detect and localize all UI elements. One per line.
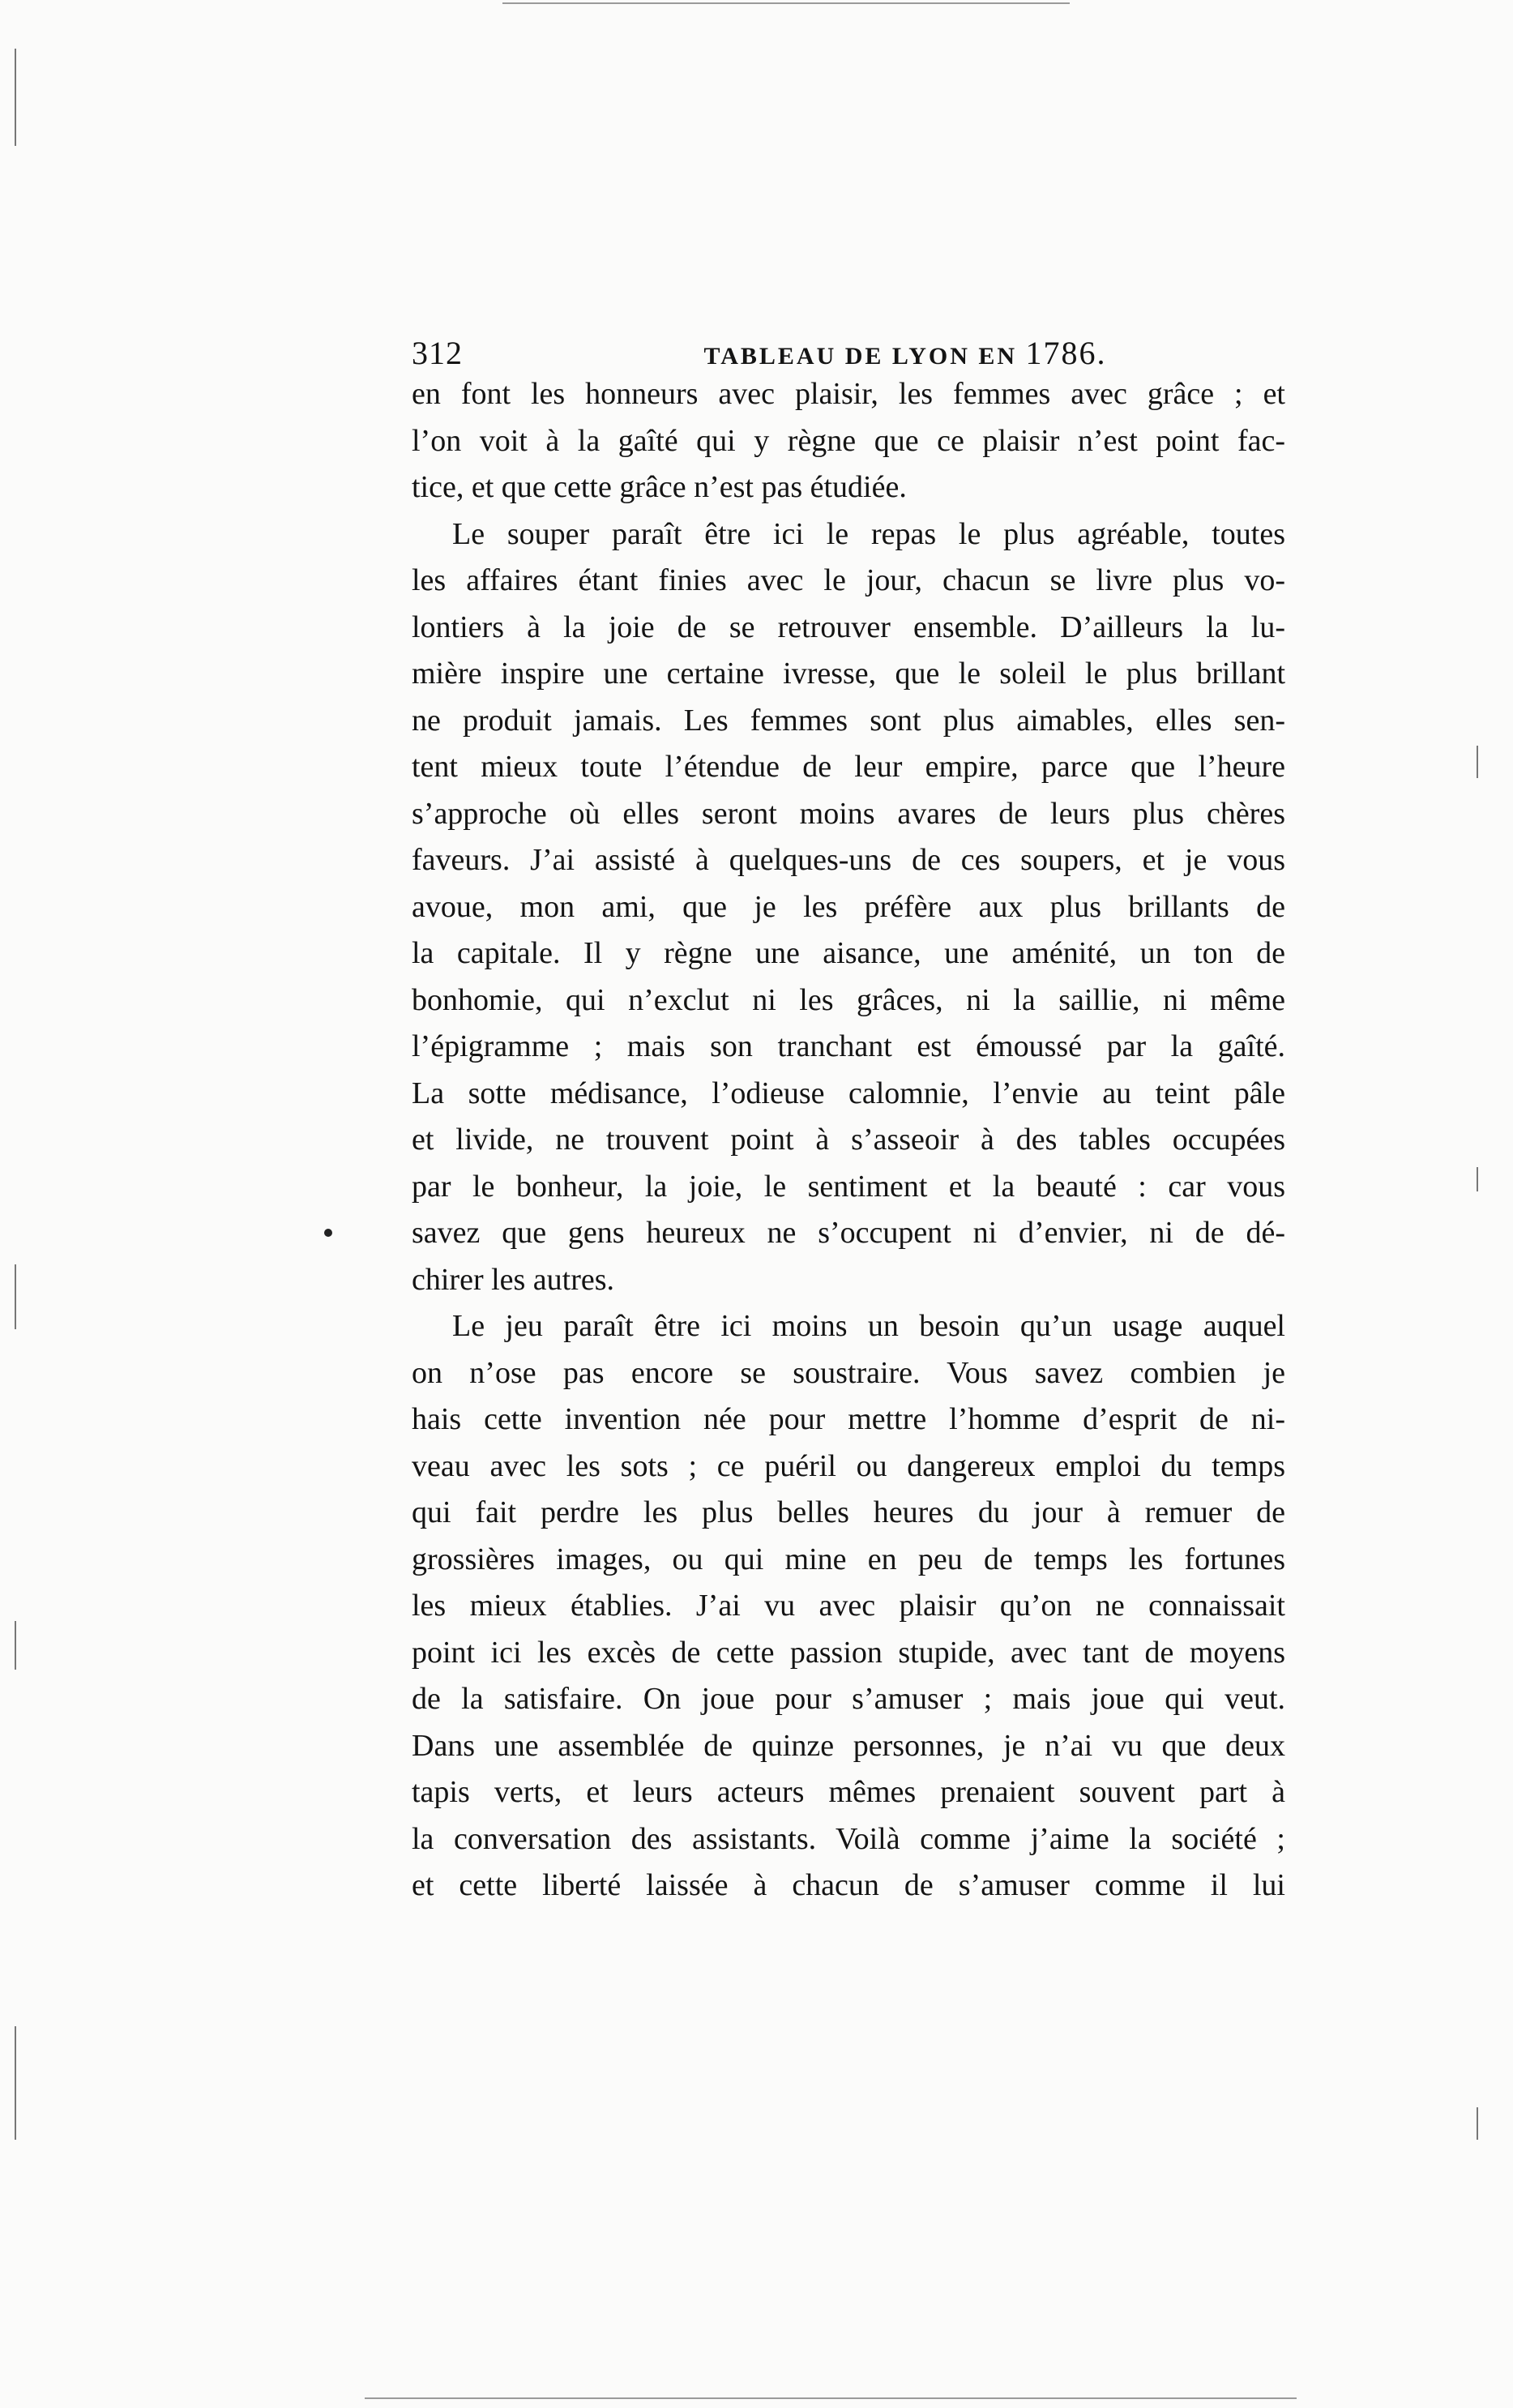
bottom-edge-line bbox=[365, 2397, 1297, 2399]
text-line: ne produit jamais. Les femmes sont plus aimables, elles sen- bbox=[412, 703, 1285, 738]
text-line: par le bonheur, la joie, le sentiment et la beauté : car vous bbox=[412, 1169, 1285, 1204]
running-title-text: TABLEAU DE LYON EN bbox=[703, 343, 1018, 370]
text-line: et cette liberté laissée à chacun de s’amuser comme il lui bbox=[412, 1868, 1285, 1902]
left-edge-mark bbox=[15, 1621, 16, 1670]
text-line: tent mieux toute l’étendue de leur empire, parce que l’heure bbox=[412, 750, 1285, 784]
text-line: s’approche où elles seront moins avares de leurs plus chères bbox=[412, 796, 1285, 831]
left-edge-mark bbox=[15, 1264, 16, 1329]
right-edge-mark bbox=[1477, 1167, 1478, 1191]
text-line: avoue, mon ami, que je les préfère aux plus brillants de bbox=[412, 889, 1285, 924]
left-edge-mark bbox=[15, 49, 16, 146]
text-line: les affaires étant finies avec le jour, chacun se livre plus vo- bbox=[412, 563, 1285, 597]
running-title-year: 1786. bbox=[1025, 335, 1107, 371]
text-line: veau avec les sots ; ce puéril ou dangereux emploi du temps bbox=[412, 1448, 1285, 1483]
text-line: on n’ose pas encore se soustraire. Vous savez combien je bbox=[412, 1355, 1285, 1390]
text-line: chirer les autres. bbox=[412, 1262, 615, 1297]
text-line: La sotte médisance, l’odieuse calomnie, l’envie au teint pâle bbox=[412, 1076, 1285, 1110]
right-edge-mark bbox=[1477, 746, 1478, 778]
text-line: l’épigramme ; mais son tranchant est émoussé par la gaîté. bbox=[412, 1029, 1285, 1063]
text-line: point ici les excès de cette passion stupide, avec tant de moyens bbox=[412, 1635, 1285, 1670]
running-header bbox=[412, 329, 1285, 378]
text-line: en font les honneurs avec plaisir, les femmes avec grâce ; et bbox=[412, 377, 1285, 411]
text-line: faveurs. J’ai assisté à quelques-uns de ces soupers, et je vous bbox=[412, 843, 1285, 877]
text-line: qui fait perdre les plus belles heures du jour à remuer de bbox=[412, 1495, 1285, 1529]
body-text bbox=[412, 371, 1285, 1910]
text-line: Le jeu paraît être ici moins un besoin qu’un usage auquel bbox=[452, 1309, 1285, 1343]
text-line: la capitale. Il y règne une aisance, une aménité, un ton de bbox=[412, 936, 1285, 970]
text-line: et livide, ne trouvent point à s’asseoir à des tables occupées bbox=[412, 1123, 1285, 1157]
text-line: de la satisfaire. On joue pour s’amuser ; mais joue qui veut. bbox=[412, 1682, 1285, 1716]
right-edge-mark bbox=[1477, 2107, 1478, 2140]
text-line: grossières images, ou qui mine en peu de temps les fortunes bbox=[412, 1542, 1285, 1576]
text-line: bonhomie, qui n’exclut ni les grâces, ni la saillie, ni même bbox=[412, 982, 1285, 1017]
left-edge-mark bbox=[15, 2026, 16, 2140]
top-edge-line bbox=[502, 2, 1070, 4]
text-line: lontiers à la joie de se retrouver ensemble. D’ailleurs la lu- bbox=[412, 609, 1285, 644]
page-number: 312 bbox=[412, 335, 463, 371]
text-line: les mieux établies. J’ai vu avec plaisir qu’on ne connaissait bbox=[412, 1589, 1285, 1623]
text-line: savez que gens heureux ne s’occupent ni d’envier, ni de dé- bbox=[412, 1216, 1285, 1250]
text-line: tapis verts, et leurs acteurs mêmes prenaient souvent part à bbox=[412, 1775, 1285, 1809]
text-line: mière inspire une certaine ivresse, que le soleil le plus brillant bbox=[412, 657, 1285, 691]
margin-dot bbox=[324, 1229, 332, 1237]
text-line: hais cette invention née pour mettre l’homme d’esprit de ni- bbox=[412, 1402, 1285, 1436]
text-line: tice, et que cette grâce n’est pas étudiée. bbox=[412, 470, 907, 504]
text-line: Dans une assemblée de quinze personnes, je n’ai vu que deux bbox=[412, 1728, 1285, 1763]
text-line: l’on voit à la gaîté qui y règne que ce plaisir n’est point fac- bbox=[412, 423, 1285, 458]
text-line: la conversation des assistants. Voilà comme j’aime la société ; bbox=[412, 1821, 1285, 1856]
text-line: Le souper paraît être ici le repas le plus agréable, toutes bbox=[452, 516, 1285, 551]
